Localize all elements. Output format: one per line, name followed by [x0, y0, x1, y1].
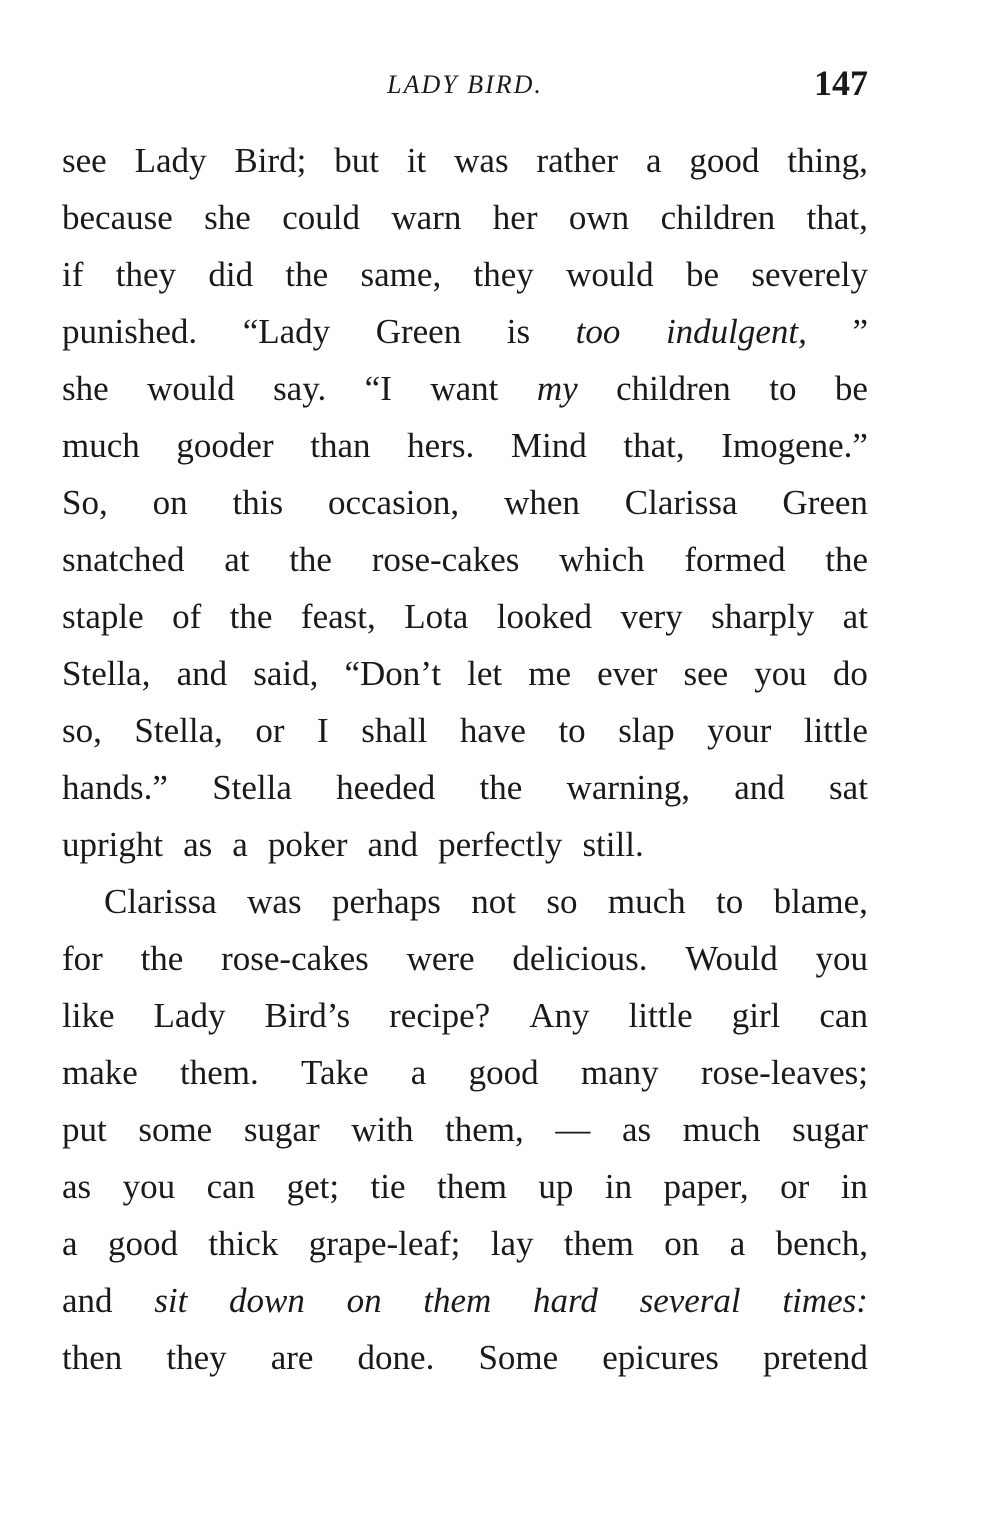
text-line: [62, 1158, 868, 1215]
word: good: [468, 1053, 539, 1092]
word: upright: [62, 825, 164, 864]
word: Clarissa: [104, 882, 217, 921]
word: and: [176, 654, 228, 693]
word: hers.: [407, 426, 475, 465]
word: as: [621, 1110, 652, 1149]
word: children: [660, 198, 776, 237]
text-line: [62, 1272, 868, 1329]
word: on: [152, 483, 188, 522]
word: Stella,: [62, 654, 151, 693]
word: them,: [445, 1110, 524, 1149]
word: feast,: [300, 597, 376, 636]
text-line: [62, 987, 868, 1044]
word: sharply: [711, 597, 815, 636]
word: them: [423, 1281, 492, 1320]
text-line: [62, 873, 868, 930]
word: with: [351, 1110, 414, 1149]
word: on: [346, 1281, 382, 1320]
word: sugar: [243, 1110, 320, 1149]
word: at: [224, 540, 250, 579]
word: “Lady: [242, 312, 331, 351]
word: gooder: [176, 426, 274, 465]
word: very: [620, 597, 683, 636]
word: said,: [253, 654, 319, 693]
word: much: [682, 1110, 761, 1149]
word: as: [183, 825, 213, 864]
word: Green: [782, 483, 868, 522]
word: much: [62, 426, 140, 465]
word: sit: [154, 1281, 188, 1320]
word: ”: [852, 312, 868, 351]
word: the: [289, 540, 332, 579]
word: epicures: [602, 1338, 719, 1377]
word: the: [825, 540, 868, 579]
word: little: [628, 996, 693, 1035]
word: have: [459, 711, 526, 750]
text-line: [62, 189, 868, 246]
text-line: [62, 360, 868, 417]
word: would: [566, 255, 654, 294]
word: me: [528, 654, 572, 693]
word: can: [819, 996, 868, 1035]
word: indulgent,: [665, 312, 807, 351]
word: staple: [62, 597, 144, 636]
word: was: [247, 882, 302, 921]
word: them: [563, 1224, 634, 1263]
word: warning,: [566, 768, 690, 807]
word: too: [575, 312, 621, 351]
word: own: [568, 198, 630, 237]
text-line: [62, 930, 868, 987]
word: say.: [273, 369, 327, 408]
word: and: [367, 825, 419, 864]
word: in: [604, 1167, 633, 1206]
word: not: [471, 882, 516, 921]
word: Lady: [134, 141, 207, 180]
word: then: [62, 1338, 123, 1377]
word: be: [686, 255, 720, 294]
word: she: [62, 369, 109, 408]
text-line: [62, 246, 868, 303]
word: I: [317, 711, 329, 750]
word: Mind: [510, 426, 587, 465]
text-line: [62, 759, 868, 816]
word: the: [285, 255, 329, 294]
word: was: [454, 141, 509, 180]
word: occasion,: [327, 483, 460, 522]
word: on: [664, 1224, 700, 1263]
word: than: [310, 426, 371, 465]
word: Clarissa: [624, 483, 738, 522]
word: a: [62, 1224, 78, 1263]
word: them.: [180, 1053, 259, 1092]
word: are: [270, 1338, 314, 1377]
word: Any: [529, 996, 590, 1035]
word: bench,: [775, 1224, 868, 1263]
word: the: [229, 597, 273, 636]
text-line: [62, 303, 868, 360]
word: to: [716, 882, 744, 921]
word: —: [555, 1110, 591, 1149]
word: could: [282, 198, 360, 237]
text-line: [62, 474, 868, 531]
word: sugar: [792, 1110, 868, 1149]
word: a: [645, 141, 662, 180]
word: rose-cakes: [221, 939, 369, 978]
word: so,: [62, 711, 102, 750]
word: “I: [364, 369, 392, 408]
word: good: [689, 141, 760, 180]
word: times:: [782, 1281, 868, 1320]
word: lay: [490, 1224, 534, 1263]
word: Lota: [404, 597, 469, 636]
text-line: [62, 816, 868, 873]
word: up: [538, 1167, 574, 1206]
running-title: LADY BIRD.: [387, 70, 543, 99]
word: heeded: [336, 768, 436, 807]
word: Lady: [153, 996, 226, 1035]
word: which: [559, 540, 645, 579]
word: see: [62, 141, 107, 180]
word: so: [546, 882, 578, 921]
word: thick: [208, 1224, 279, 1263]
word: for: [62, 939, 103, 978]
word: them: [436, 1167, 507, 1206]
word: that,: [623, 426, 685, 465]
word: perhaps: [331, 882, 441, 921]
word: warn: [391, 198, 462, 237]
word: a: [729, 1224, 746, 1263]
word: Take: [301, 1053, 369, 1092]
word: sat: [829, 768, 868, 807]
word: be: [834, 369, 868, 408]
word: punished.: [62, 312, 198, 351]
word: want: [430, 369, 499, 408]
word: get;: [286, 1167, 340, 1206]
word: this: [232, 483, 284, 522]
word: is: [506, 312, 531, 351]
word: or: [780, 1167, 810, 1206]
text-line: [62, 588, 868, 645]
word: they: [166, 1338, 227, 1377]
word: in: [840, 1167, 868, 1206]
word: formed: [684, 540, 786, 579]
word: the: [140, 939, 184, 978]
word: Bird;: [234, 141, 307, 180]
text-line: [62, 1044, 868, 1101]
text-line: [62, 531, 868, 588]
word: your: [707, 711, 772, 750]
word: little: [803, 711, 868, 750]
word: the: [479, 768, 523, 807]
word: grape-leaf;: [308, 1224, 461, 1263]
word: they: [473, 255, 534, 294]
word: it: [406, 141, 427, 180]
word: you: [122, 1167, 176, 1206]
page-number: 147: [814, 63, 868, 103]
word: looked: [496, 597, 593, 636]
word: same,: [360, 255, 442, 294]
word: Stella: [212, 768, 292, 807]
word: make: [62, 1053, 138, 1092]
word: So,: [62, 483, 108, 522]
word: some: [138, 1110, 213, 1149]
word: that,: [806, 198, 868, 237]
word: paper,: [663, 1167, 749, 1206]
word: were: [406, 939, 475, 978]
word: to: [769, 369, 797, 408]
word: severely: [751, 255, 868, 294]
word: good: [107, 1224, 178, 1263]
word: when: [504, 483, 580, 522]
word: my: [536, 369, 578, 408]
word: her: [492, 198, 538, 237]
word: children: [616, 369, 731, 408]
word: girl: [731, 996, 781, 1035]
word: but: [334, 141, 379, 180]
word: hands.”: [62, 768, 168, 807]
word: rather: [536, 141, 619, 180]
word: like: [62, 996, 115, 1035]
word: Would: [685, 939, 778, 978]
word: rose-leaves;: [700, 1053, 868, 1092]
word: perfectly: [438, 825, 563, 864]
text-line: [62, 645, 868, 702]
word: shall: [361, 711, 428, 750]
word: Stella,: [134, 711, 223, 750]
word: still.: [582, 825, 644, 864]
word: she: [204, 198, 251, 237]
body-text: [62, 132, 868, 1386]
word: blame,: [773, 882, 868, 921]
word: if: [62, 255, 84, 294]
word: ever: [597, 654, 658, 693]
word: or: [255, 711, 285, 750]
word: Imogene.”: [721, 426, 868, 465]
word: hard: [533, 1281, 598, 1320]
word: a: [232, 825, 248, 864]
word: you: [754, 654, 807, 693]
text-line: [62, 132, 868, 189]
word: several: [639, 1281, 741, 1320]
word: you: [815, 939, 868, 978]
word: see: [683, 654, 729, 693]
word: as: [62, 1167, 92, 1206]
word: rose-cakes: [371, 540, 520, 579]
word: and: [734, 768, 785, 807]
word: of: [172, 597, 202, 636]
running-head: [62, 58, 868, 108]
text-line: [62, 1329, 868, 1386]
word: at: [842, 597, 868, 636]
word: many: [580, 1053, 659, 1092]
word: thing,: [787, 141, 868, 180]
text-line: [62, 702, 868, 759]
word: delicious.: [512, 939, 648, 978]
word: they: [115, 255, 176, 294]
word: Green: [375, 312, 462, 351]
word: pretend: [762, 1338, 868, 1377]
word: because: [62, 198, 173, 237]
word: down: [229, 1281, 305, 1320]
word: can: [206, 1167, 256, 1206]
word: Some: [478, 1338, 559, 1377]
text-line: [62, 1215, 868, 1272]
word: Bird’s: [264, 996, 351, 1035]
word: done.: [357, 1338, 435, 1377]
word: much: [607, 882, 686, 921]
word: to: [558, 711, 586, 750]
word: and: [62, 1281, 113, 1320]
word: slap: [618, 711, 675, 750]
word: poker: [267, 825, 348, 864]
word: let: [467, 654, 503, 693]
word: put: [62, 1110, 107, 1149]
word: “Don’t: [344, 654, 442, 693]
word: would: [147, 369, 235, 408]
word: did: [208, 255, 254, 294]
word: a: [410, 1053, 427, 1092]
word: do: [832, 654, 868, 693]
text-line: [62, 1101, 868, 1158]
word: tie: [370, 1167, 406, 1206]
word: recipe?: [389, 996, 491, 1035]
text-line: [62, 417, 868, 474]
word: snatched: [62, 540, 185, 579]
